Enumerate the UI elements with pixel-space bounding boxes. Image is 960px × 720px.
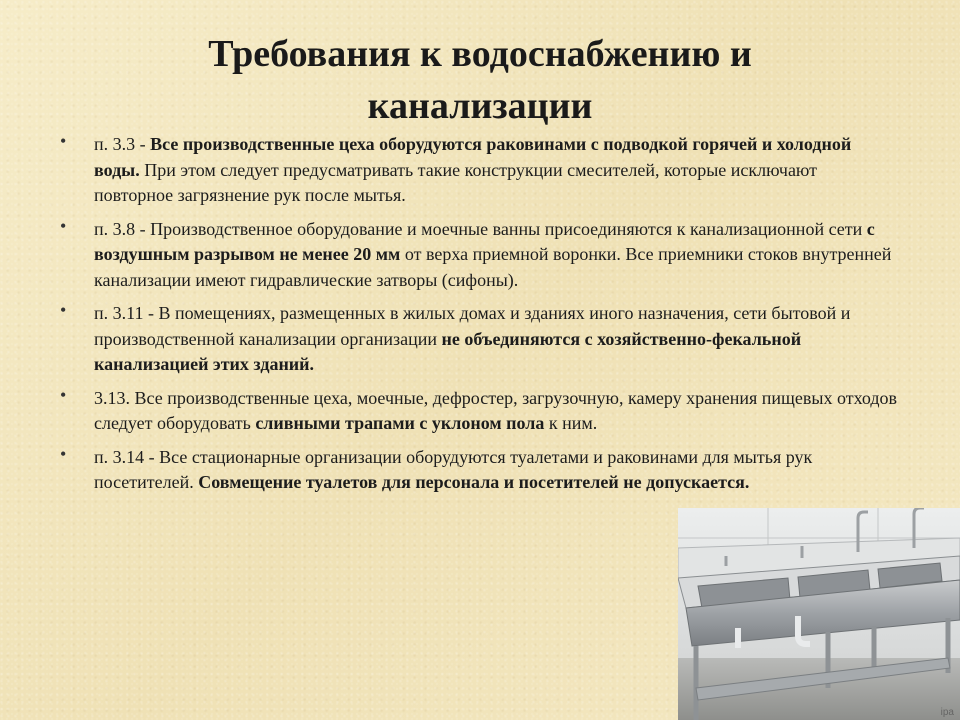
bullet-text: 3.13. Все производственные цеха, моечные, дефростер, загрузочную, камеру хранения пищевых отходов следует оборудовать bbox=[94, 387, 898, 433]
sinks-photo bbox=[678, 508, 960, 720]
bullet-text: п. 3.14 - Все стационарные организации оборудуются туалетами и раковинами для мытья рук посетителей. bbox=[94, 446, 813, 492]
bullet-text: п. 3.3 - bbox=[94, 134, 151, 154]
bullet-emphasis-text: сливными трапами с уклоном пола bbox=[255, 413, 545, 433]
bullet-marker: • bbox=[60, 443, 67, 464]
slide-title: Требования к водоснабжению и канализации bbox=[208, 33, 752, 127]
bullet-list bbox=[58, 132, 900, 504]
bullet-emphasis-text: с воздушным разрывом не менее 20 мм bbox=[94, 218, 875, 264]
bullet-text: При этом следует предусматривать такие конструкции смесителей, которые исключают повторное загрязнение рук после мытья. bbox=[94, 159, 818, 205]
bullet-text: от верха приемной воронки. Все приемники стоков внутренней канализации имеют гидравлические затворы (сифоны). bbox=[94, 244, 892, 290]
bullet-marker: • bbox=[60, 215, 67, 236]
bullet-emphasis-text: Совмещение туалетов для персонала и посетителей не допускается. bbox=[198, 472, 750, 492]
bullet-marker: • bbox=[60, 131, 67, 151]
bullet-item bbox=[58, 445, 900, 496]
bullet-emphasis-text: Все производственные цеха оборудуются раковинами с подводкой горячей и холодной воды. bbox=[94, 134, 852, 180]
bullet-item bbox=[58, 217, 900, 294]
bullet-text: к ним. bbox=[544, 413, 598, 433]
bullet-item bbox=[58, 132, 900, 209]
bullet-marker: • bbox=[60, 384, 67, 405]
bullet-text: п. 3.11 - В помещениях, размещенных в жилых домах и зданиях иного назначения, сети бытовой и производственной канализации организации bbox=[94, 303, 851, 349]
photo-watermark: ipa bbox=[940, 707, 954, 718]
bullet-text: п. 3.8 - Производственное оборудование и моечные ванны присоединяются к канализационной сети bbox=[94, 218, 867, 239]
bullet-item bbox=[58, 301, 900, 378]
bullet-marker: • bbox=[60, 300, 67, 320]
stainless-steel-sinks-image bbox=[678, 508, 960, 720]
bullet-item bbox=[58, 386, 900, 437]
bullet-emphasis-text: не объединяются с хозяйственно-фекальной канализацией этих зданий. bbox=[94, 328, 802, 374]
